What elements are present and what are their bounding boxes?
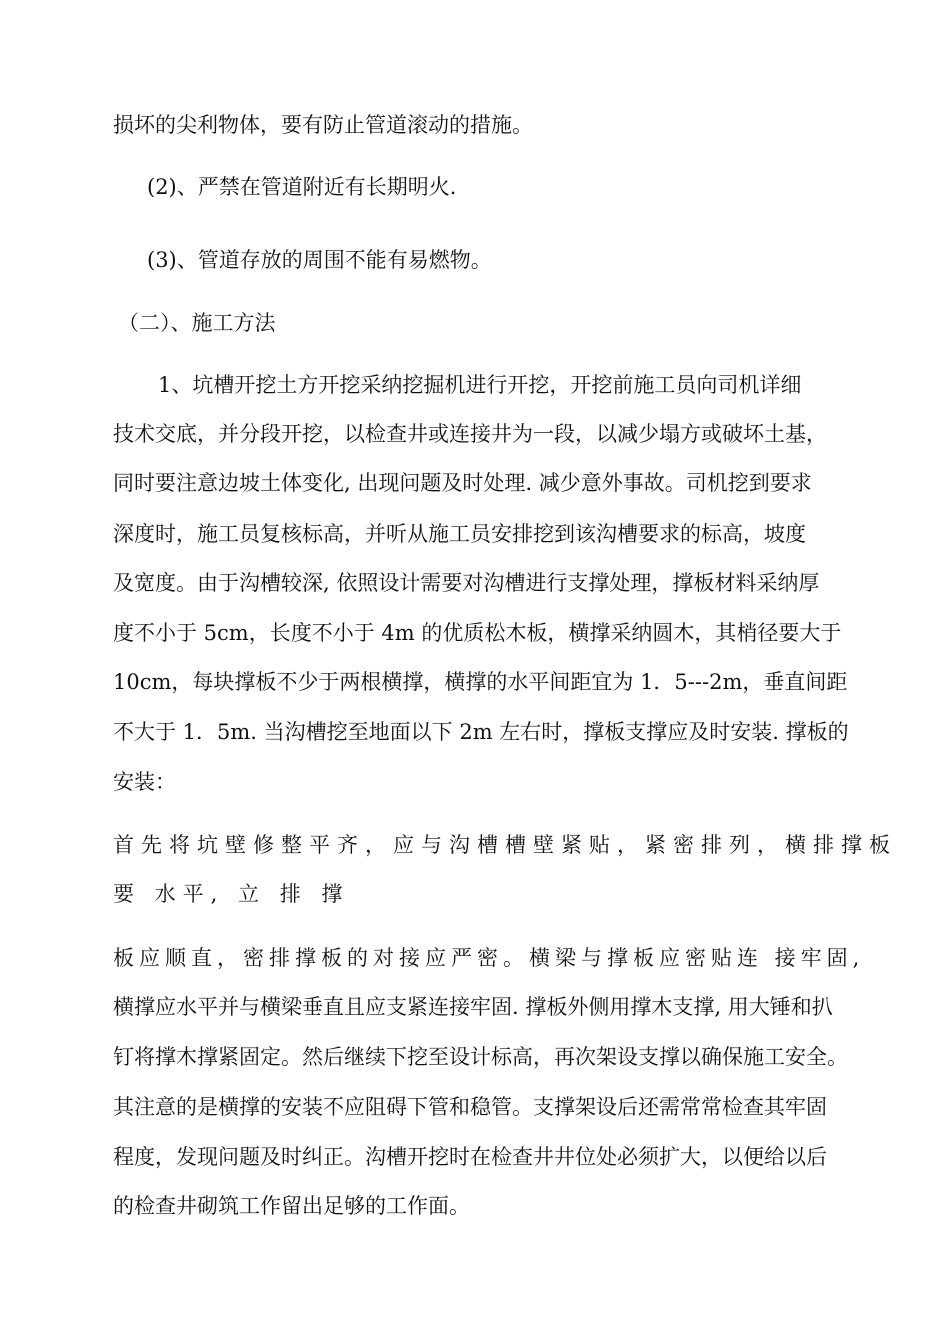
paragraph-line-14: 钉将撑木撑紧固定。然后继续下挖至设计标高，再次架设支撑以确保施工安全。	[113, 1045, 848, 1069]
list-item-3: (3)、管道存放的周围不能有易燃物。	[147, 248, 492, 272]
paragraph-line-13: 横撑应水平并与横梁垂直且应支紧连接牢固. 撑板外侧用撑木支撑, 用大锤和扒	[113, 995, 833, 1019]
paragraph-line-10: 首先将坑壁修整平齐，应与沟槽槽壁紧贴，紧密排列，横排撑板	[113, 833, 897, 857]
paragraph-line-8: 不大于 1．5m. 当沟槽挖至地面以下 2m 左右时，撑板支撑应及时安装. 撑板的	[113, 720, 849, 744]
paragraph-line-16: 程度，发现问题及时纠正。沟槽开挖时在检查井井位处必须扩大，以便给以后	[113, 1145, 827, 1169]
paragraph-line-4: 深度时，施工员复核标高，并听从施工员安排挖到该沟槽要求的标高，坡度	[113, 522, 806, 546]
section-heading: （二）、施工方法	[118, 311, 276, 335]
paragraph-line-6: 度不小于 5cm，长度不小于 4m 的优质松木板，横撑采纳圆木，其梢径要大于	[113, 621, 842, 645]
text-line-1: 损坏的尖利物体，要有防止管道滚动的措施。	[113, 113, 533, 137]
paragraph-line-5: 及宽度。由于沟槽较深, 依照设计需要对沟槽进行支撑处理，撑板材料采纳厚	[113, 571, 820, 595]
paragraph-line-11: 要 水平, 立 排 撑	[113, 882, 350, 906]
paragraph-line-1: 1、坑槽开挖土方开挖采纳挖掘机进行开挖，开挖前施工员向司机详细	[158, 373, 802, 397]
paragraph-line-12: 板应顺直，密排撑板的对接应严密。横梁与撑板应密贴连 接牢固,	[113, 946, 865, 970]
paragraph-line-2: 技术交底，并分段开挖，以检查井或连接井为一段，以减少塌方或破坏土基，	[113, 422, 827, 446]
paragraph-line-15: 其注意的是横撑的安装不应阻碍下管和稳管。支撑架设后还需常常检查其牢固	[113, 1095, 827, 1119]
paragraph-line-17: 的检查井砌筑工作留出足够的工作面。	[113, 1194, 470, 1218]
paragraph-line-9: 安装：	[113, 770, 176, 794]
paragraph-line-3: 同时要注意边坡土体变化, 出现问题及时处理. 减少意外事故。司机挖到要求	[113, 471, 812, 495]
list-item-2: (2)、严禁在管道附近有长期明火.	[147, 175, 457, 199]
paragraph-line-7: 10cm，每块撑板不少于两根横撑，横撑的水平间距宜为 1．5---2m，垂直间距	[113, 670, 848, 694]
